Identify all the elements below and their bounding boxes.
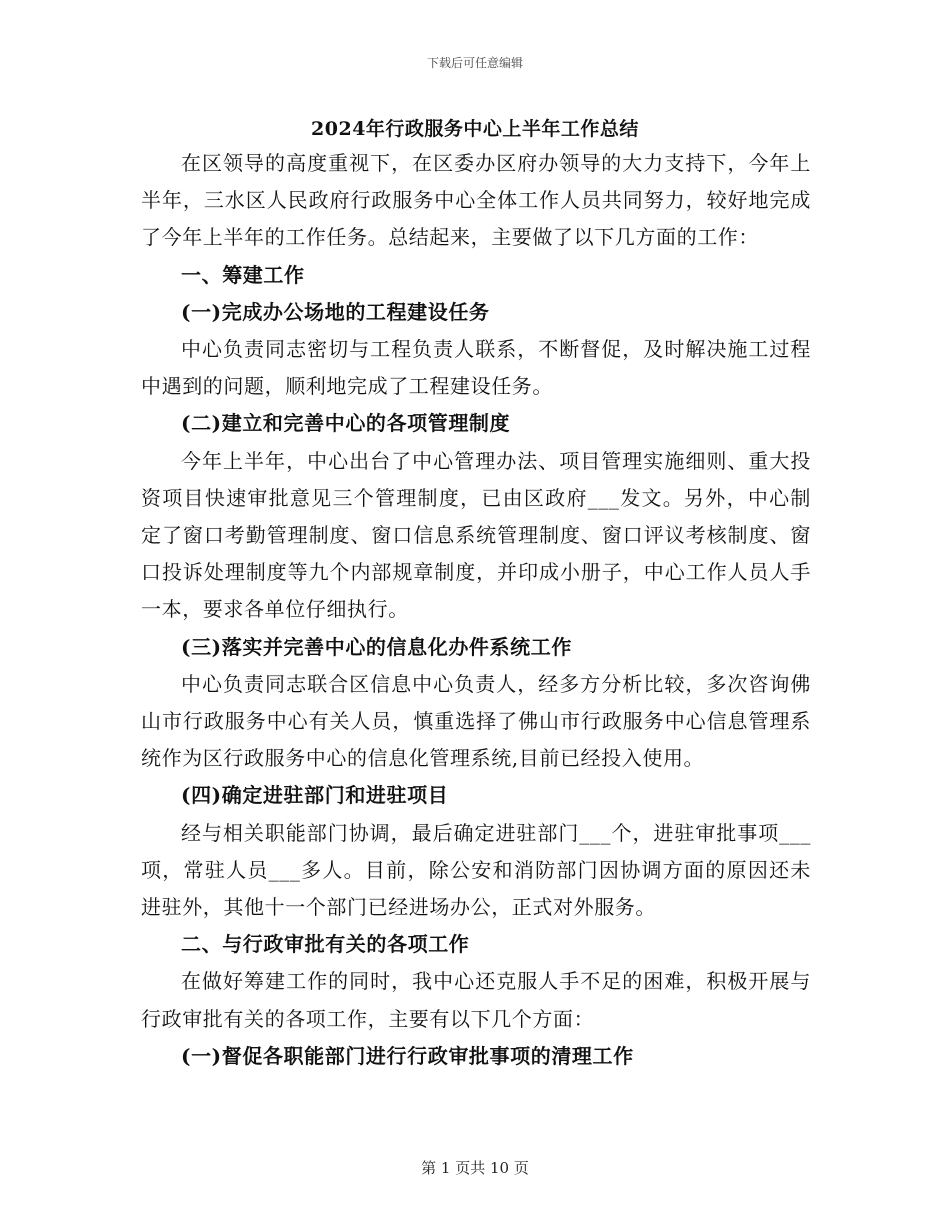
paragraph-1-2: 今年上半年，中心出台了中心管理办法、项目管理实施细则、重大投资项目快速审批意见三个管理制度，已由区政府___发文。另外，中心制定了窗口考勤管理制度、窗口信息系统管理制度、窗口评议考核制度、窗口投诉处理制度等九个内部规章制度，并印成小册子，中心工作人员人手一本，要求各单位仔细执行。 — [141, 448, 811, 622]
paragraph-intro: 在区领导的高度重视下，在区委办区府办领导的大力支持下，今年上半年，三水区人民政府行政服务中心全体工作人员共同努力，较好地完成了今年上半年的工作任务。总结起来，主要做了以下几方面的工作： — [141, 151, 811, 250]
subsection-heading-1-2: (二)建立和完善中心的各项管理制度 — [181, 411, 511, 436]
section-heading-2: 二、与行政审批有关的各项工作 — [181, 932, 470, 957]
paragraph-1-1: 中心负责同志密切与工程负责人联系，不断督促，及时解决施工过程中遇到的问题，顺利地完成了工程建设任务。 — [141, 337, 811, 399]
page-header: 下载后可任意编辑 — [426, 56, 523, 70]
page-footer: 第 1 页共 10 页 — [421, 1159, 529, 1177]
section-heading-1: 一、筹建工作 — [181, 262, 305, 287]
subsection-heading-1-1: (一)完成办公场地的工程建设任务 — [181, 299, 490, 324]
document-title: 2024年行政服务中心上半年工作总结 — [311, 118, 639, 140]
document-body — [141, 145, 811, 1075]
paragraph-1-3: 中心负责同志联合区信息中心负责人，经多方分析比较，多次咨询佛山市行政服务中心有关人员，慎重选择了佛山市行政服务中心信息管理系统作为区行政服务中心的信息化管理系统,目前已经投入使用。 — [141, 671, 811, 771]
subsection-heading-1-4: (四)确定进驻部门和进驻项目 — [181, 783, 449, 808]
subsection-heading-2-1: (一)督促各职能部门进行行政审批事项的清理工作 — [181, 1043, 634, 1068]
paragraph-2: 在做好筹建工作的同时，我中心还克服人手不足的困难，积极开展与行政审批有关的各项工作，主要有以下几个方面： — [141, 969, 811, 1031]
subsection-heading-1-3: (三)落实并完善中心的信息化办件系统工作 — [181, 634, 572, 659]
paragraph-1-4: 经与相关职能部门协调，最后确定进驻部门___个，进驻审批事项___项，常驻人员___多人。目前，除公安和消防部门因协调方面的原因还未进驻外，其他十一个部门已经进场办公，正式对外服务。 — [141, 820, 811, 920]
